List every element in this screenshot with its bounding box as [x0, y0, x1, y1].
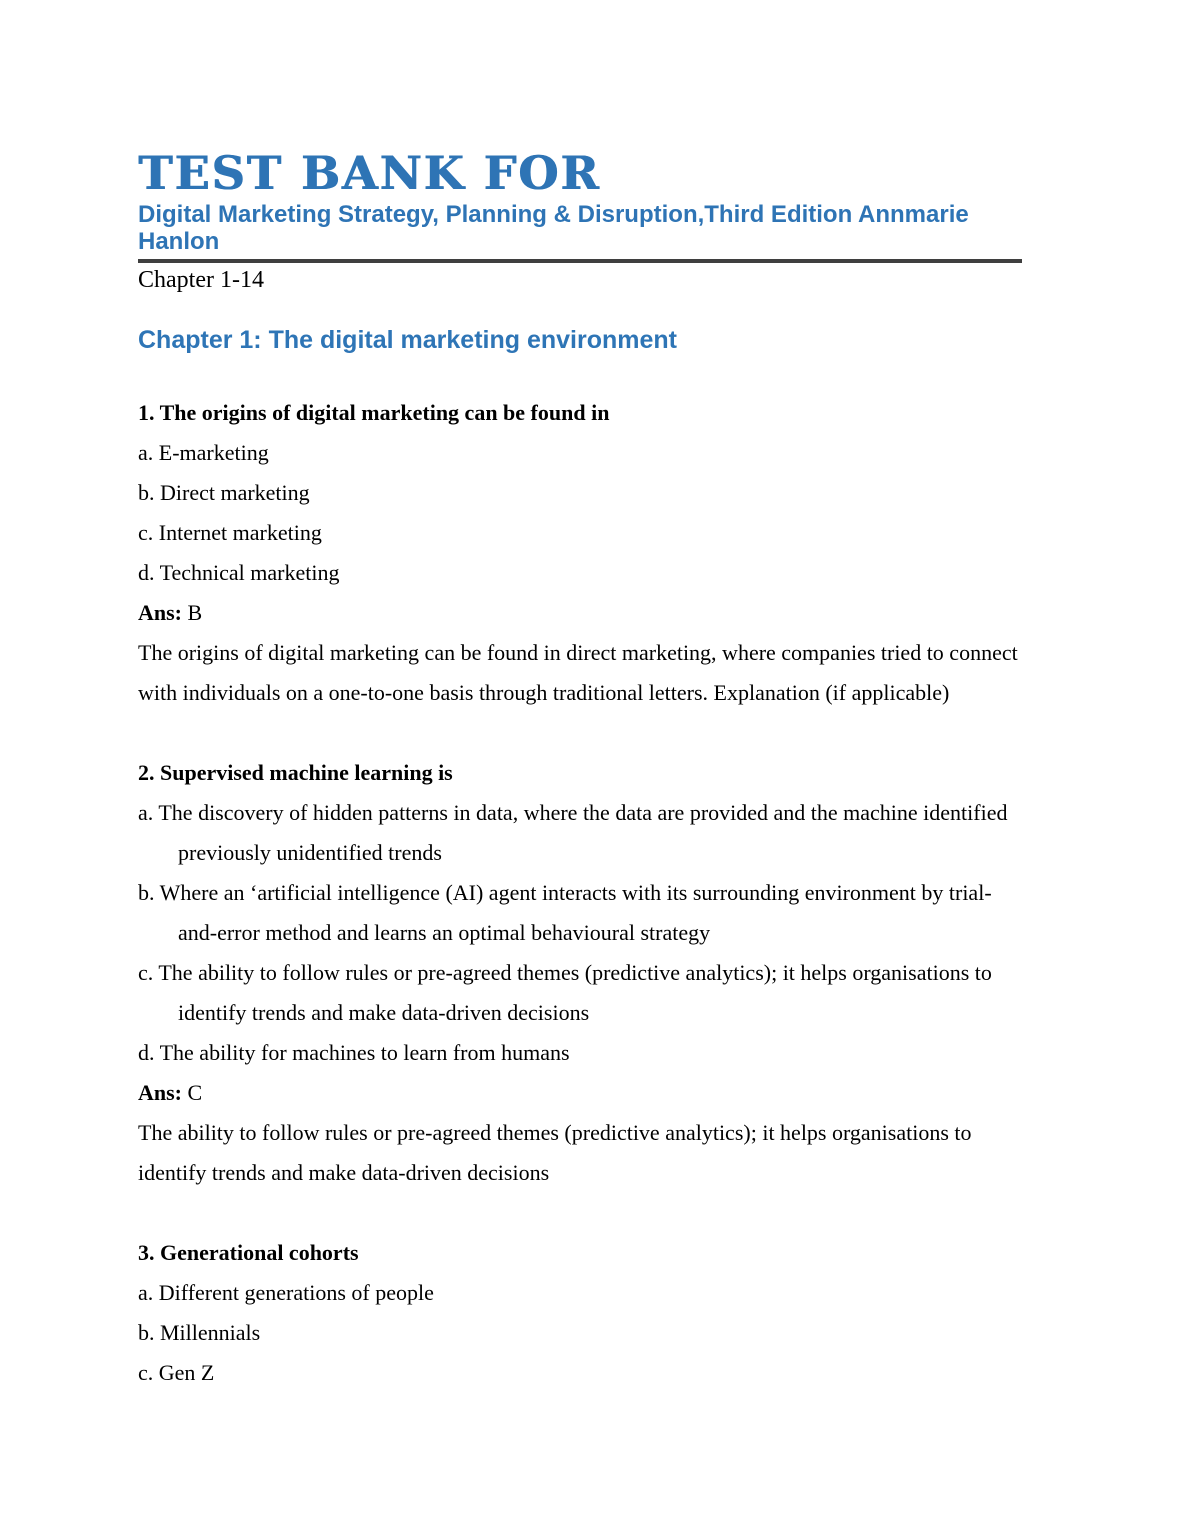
- questions-section: [138, 393, 1022, 1393]
- answer-value: B: [187, 600, 203, 625]
- option-c: c. The ability to follow rules or pre-agreed themes (predictive analytics); it helps organisations to identify trends and make data-driven decisions: [138, 960, 992, 1025]
- answer-line: [138, 1073, 1022, 1113]
- option-c: c. Internet marketing: [138, 520, 322, 545]
- answer-line: [138, 593, 1022, 633]
- chapter-heading: Chapter 1: The digital marketing environment: [138, 326, 677, 354]
- option-b: b. Direct marketing: [138, 480, 310, 505]
- option-c: c. Gen Z: [138, 1360, 215, 1385]
- option-d: d. Technical marketing: [138, 560, 340, 585]
- question-text: 2. Supervised machine learning is: [138, 760, 453, 785]
- option-b: b. Millennials: [138, 1320, 261, 1345]
- answer-value: C: [187, 1080, 203, 1105]
- option-d: d. The ability for machines to learn from humans: [138, 1040, 570, 1065]
- explanation: The ability to follow rules or pre-agreed themes (predictive analytics); it helps organisations to identify trends and make data-driven decisions: [138, 1120, 972, 1185]
- question-2: [138, 753, 1022, 1193]
- question-1: [138, 393, 1022, 713]
- option-b: b. Where an ‘artificial intelligence (AI) agent interacts with its surrounding environment by trial-and-error method and learns an optimal behavioural strategy: [138, 880, 992, 945]
- question-text: 3. Generational cohorts: [138, 1240, 359, 1265]
- option-a: a. Different generations of people: [138, 1280, 434, 1305]
- test-bank-banner: TEST BANK FOR: [138, 146, 601, 200]
- question-text: 1. The origins of digital marketing can be found in: [138, 400, 610, 425]
- explanation: The origins of digital marketing can be found in direct marketing, where companies tried to connect with individuals on a one-to-one basis through traditional letters. Explanation (if applicable): [138, 640, 1018, 705]
- answer-label: Ans:: [138, 600, 183, 625]
- book-title: Digital Marketing Strategy, Planning & Disruption,Third Edition Annmarie Hanlon: [138, 201, 969, 255]
- option-a: a. E-marketing: [138, 440, 269, 465]
- option-a: a. The discovery of hidden patterns in data, where the data are provided and the machine identified previously unidentified trends: [138, 800, 1008, 865]
- chapter-range: Chapter 1-14: [138, 267, 264, 293]
- answer-label: Ans:: [138, 1080, 183, 1105]
- question-3: [138, 1233, 1022, 1393]
